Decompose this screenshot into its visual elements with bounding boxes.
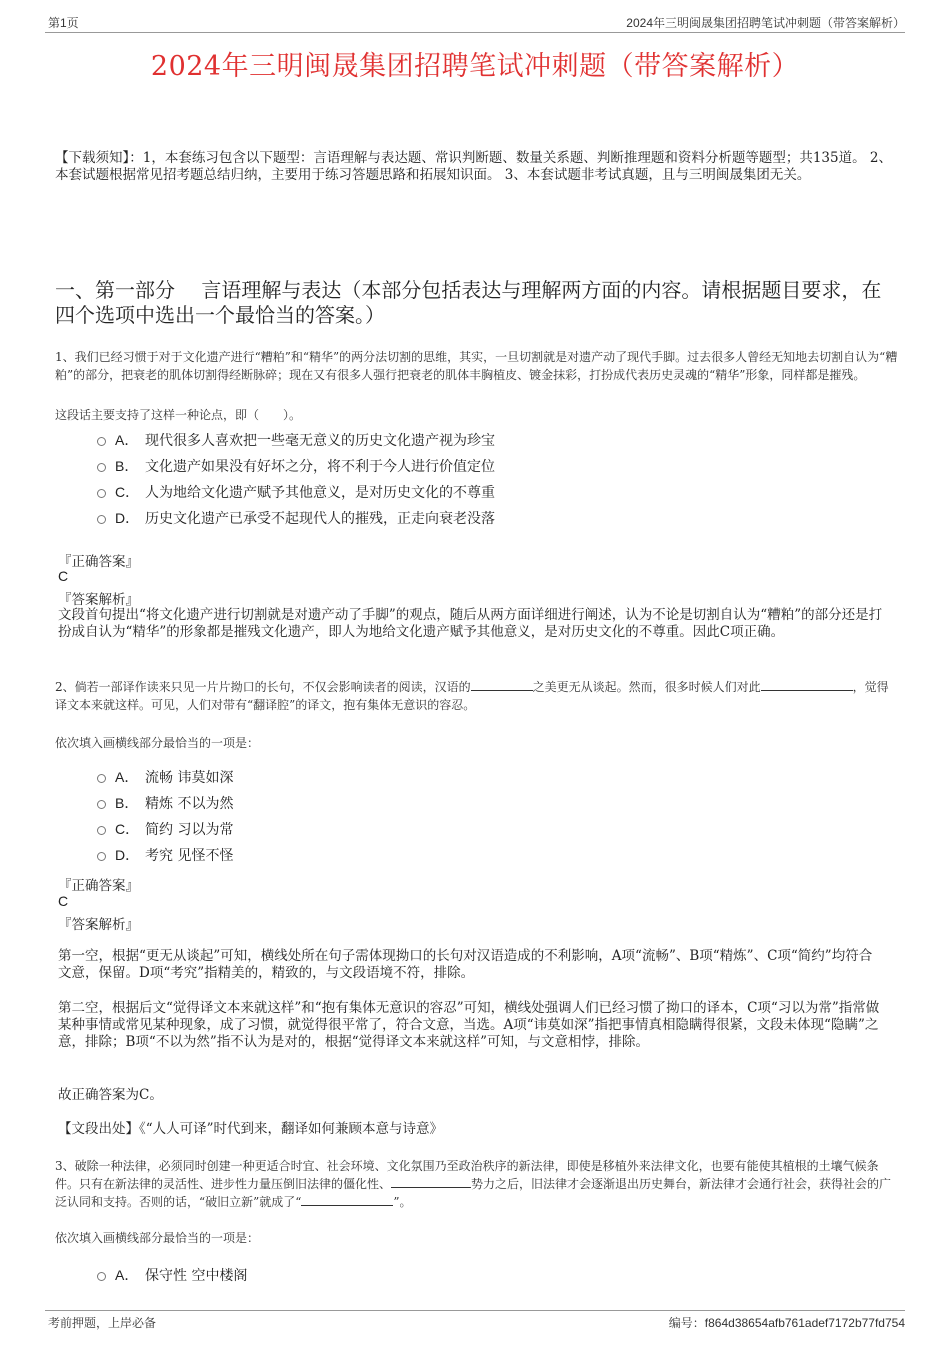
option-text: 文化遗产如果没有好坏之分，将不利于今人进行价值定位 bbox=[145, 459, 495, 475]
question-1-answer: C bbox=[58, 568, 69, 584]
question-2-text-part2: 之美更无从谈起。然而，很多时候人们对此 bbox=[532, 680, 761, 694]
question-1-option-a[interactable] bbox=[97, 431, 495, 449]
question-1-option-d[interactable] bbox=[97, 509, 495, 527]
radio-icon[interactable] bbox=[97, 463, 106, 472]
question-2-text bbox=[55, 678, 900, 714]
option-letter: B． bbox=[115, 458, 139, 474]
question-1-option-b[interactable] bbox=[97, 457, 495, 475]
question-2-text-part3: ，觉得译文本来就这样。可见，人们对带有“翻译腔”的译文，抱有集体无意识的容忍。 bbox=[55, 680, 889, 712]
question-3-option-a[interactable] bbox=[97, 1266, 247, 1284]
question-2-option-b[interactable] bbox=[97, 794, 233, 812]
question-2-answer: C bbox=[58, 893, 69, 909]
question-1-analysis: 文段首句提出“将文化遗产进行切割就是对遗产动了手脚”的观点，随后从两方面详细进行阐述，认为不论是切割自认为“糟粕”的部分还是打扮成自认为“精华”的形象都是摧残文化遗产，即人为地给文化遗产赋予其他意义，是对历史文化的不尊重。因此C项正确。 bbox=[58, 607, 883, 640]
correct-answer-label: 『正确答案』 bbox=[58, 878, 139, 894]
footer-slogan: 考前押题，上岸必备 bbox=[48, 1316, 157, 1330]
radio-icon[interactable] bbox=[97, 437, 106, 446]
fill-blank-2 bbox=[301, 1193, 393, 1206]
option-letter: B． bbox=[115, 795, 139, 811]
option-text: 考究 见怪不怪 bbox=[145, 848, 234, 864]
fill-blank-1 bbox=[391, 1175, 471, 1188]
option-text: 历史文化遗产已承受不起现代人的摧残，正走向衰老没落 bbox=[145, 511, 495, 527]
option-text: 简约 习以为常 bbox=[145, 822, 234, 838]
option-text: 精炼 不以为然 bbox=[145, 796, 234, 812]
page-title: 2024年三明闽晟集团招聘笔试冲刺题（带答案解析） bbox=[150, 51, 800, 82]
question-3-text bbox=[55, 1157, 900, 1211]
option-letter: A． bbox=[115, 769, 139, 785]
question-3-text-part2: 势力之后，旧法律才会逐渐退出历史舞台，新法律才会通行社会，获得社会的广泛认同和支持。否则的话，“破旧立新”就成了“ bbox=[55, 1177, 892, 1209]
question-1-prompt: 这段话主要支持了这样一种论点，即（ ）。 bbox=[55, 408, 302, 422]
option-text: 人为地给文化遗产赋予其他意义，是对历史文化的不尊重 bbox=[145, 485, 495, 501]
question-3-text-part1: 3、破除一种法律，必须同时创建一种更适合时宜、社会环境、文化氛围乃至政治秩序的新法律，即使是移植外来法律文化，也要有能使其植根的土壤气候条件。只有在新法律的灵活性、进步性力量压倒旧法律的僵化性、 bbox=[55, 1159, 879, 1191]
question-2-source: 【文段出处】《“人人可译”时代到来，翻译如何兼顾本意与诗意》 bbox=[58, 1121, 444, 1137]
option-letter: C． bbox=[115, 484, 140, 500]
question-1-text: 1、我们已经习惯于对于文化遗产进行“糟粕”和“精华”的两分法切割的思维，其实，一旦切割就是对遗产动了现代手脚。过去很多人曾经无知地去切割自认为“糟粕”的部分，把衰老的肌体切割得经断脉碎；现在又有很多人强行把衰老的肌体丰胸植皮、镀金抹彩，打扮成代表历史灵魂的“精华”形象，同样都是摧残。 bbox=[55, 350, 898, 382]
section-heading: 一、第一部分 言语理解与表达（本部分包括表达与理解两方面的内容。请根据题目要求，在四个选项中选出一个最恰当的答案。） bbox=[55, 278, 882, 327]
radio-icon[interactable] bbox=[97, 515, 106, 524]
analysis-label: 『答案解析』 bbox=[58, 917, 139, 933]
question-2-option-d[interactable] bbox=[97, 846, 233, 864]
question-1-option-c[interactable] bbox=[97, 483, 495, 501]
document-code-label: 编号： bbox=[668, 1316, 705, 1330]
analysis-label: 『答案解析』 bbox=[58, 592, 139, 608]
header-divider bbox=[45, 32, 905, 33]
question-2-analysis-2: 第二空，根据后文“觉得译文本来就这样”和“抱有集体无意识的容忍”可知，横线处强调人们已经习惯了拗口的译本，C项“习以为常”指常做某种事情或常见某种现象，成了习惯，就觉得很平常了，符合文意，当选。A项“讳莫如深”指把事情真相隐瞒得很紧，文段未体现“隐瞒”之意，排除；B项“不以为然”指不认为是对的，根据“觉得译文本来就这样”可知，与文意相悖，排除。 bbox=[58, 1000, 880, 1050]
radio-icon[interactable] bbox=[97, 826, 106, 835]
option-text: 现代很多人喜欢把一些毫无意义的历史文化遗产视为珍宝 bbox=[145, 433, 495, 449]
option-letter: C． bbox=[115, 821, 140, 837]
header-doc-title: 2024年三明闽晟集团招聘笔试冲刺题（带答案解析） bbox=[626, 16, 905, 30]
option-text: 流畅 讳莫如深 bbox=[145, 770, 234, 786]
page-number: 第1页 bbox=[48, 16, 79, 30]
question-3-prompt: 依次填入画横线部分最恰当的一项是： bbox=[55, 1231, 260, 1245]
question-2-option-a[interactable] bbox=[97, 768, 233, 786]
option-letter: D． bbox=[115, 510, 140, 526]
option-letter: D． bbox=[115, 847, 140, 863]
question-2-conclusion: 故正确答案为C。 bbox=[58, 1087, 163, 1103]
radio-icon[interactable] bbox=[97, 852, 106, 861]
option-text: 保守性 空中楼阁 bbox=[145, 1268, 248, 1284]
download-notice: 【下载须知】：1，本套练习包含以下题型：言语理解与表达题、常识判断题、数量关系题、判断推理题和资料分析题等题型；共135道。 2、本套试题根据常见招考题总结归纳，主要用于练习答题思路和拓展知识面。 3、本套试题非考试真题，且与三明闽晟集团无关。 bbox=[55, 150, 892, 183]
radio-icon[interactable] bbox=[97, 800, 106, 809]
option-letter: A． bbox=[115, 1267, 139, 1283]
question-3-text-part3: ”。 bbox=[393, 1195, 412, 1209]
question-2-analysis-1: 第一空，根据“更无从谈起”可知，横线处所在句子需体现拗口的长句对汉语造成的不利影响，A项“流畅”、B项“精炼”、C项“简约”均符合文意，保留。D项“考究”指精美的，精致的，与文段语境不符，排除。 bbox=[58, 948, 873, 981]
question-2-text-part1: 2、倘若一部译作读来只见一片片拗口的长句，不仅会影响读者的阅读，汉语的 bbox=[55, 680, 471, 694]
option-letter: A． bbox=[115, 432, 139, 448]
fill-blank-2 bbox=[761, 678, 853, 691]
document-code bbox=[669, 1314, 905, 1331]
document-code-value: f864d38654afb761adef7172b77fd754 bbox=[704, 1316, 905, 1330]
question-2-prompt: 依次填入画横线部分最恰当的一项是： bbox=[55, 736, 260, 750]
radio-icon[interactable] bbox=[97, 774, 106, 783]
radio-icon[interactable] bbox=[97, 1272, 106, 1281]
fill-blank-1 bbox=[471, 678, 533, 691]
radio-icon[interactable] bbox=[97, 489, 106, 498]
correct-answer-label: 『正确答案』 bbox=[58, 554, 139, 570]
footer-divider bbox=[45, 1310, 905, 1311]
question-2-option-c[interactable] bbox=[97, 820, 233, 838]
